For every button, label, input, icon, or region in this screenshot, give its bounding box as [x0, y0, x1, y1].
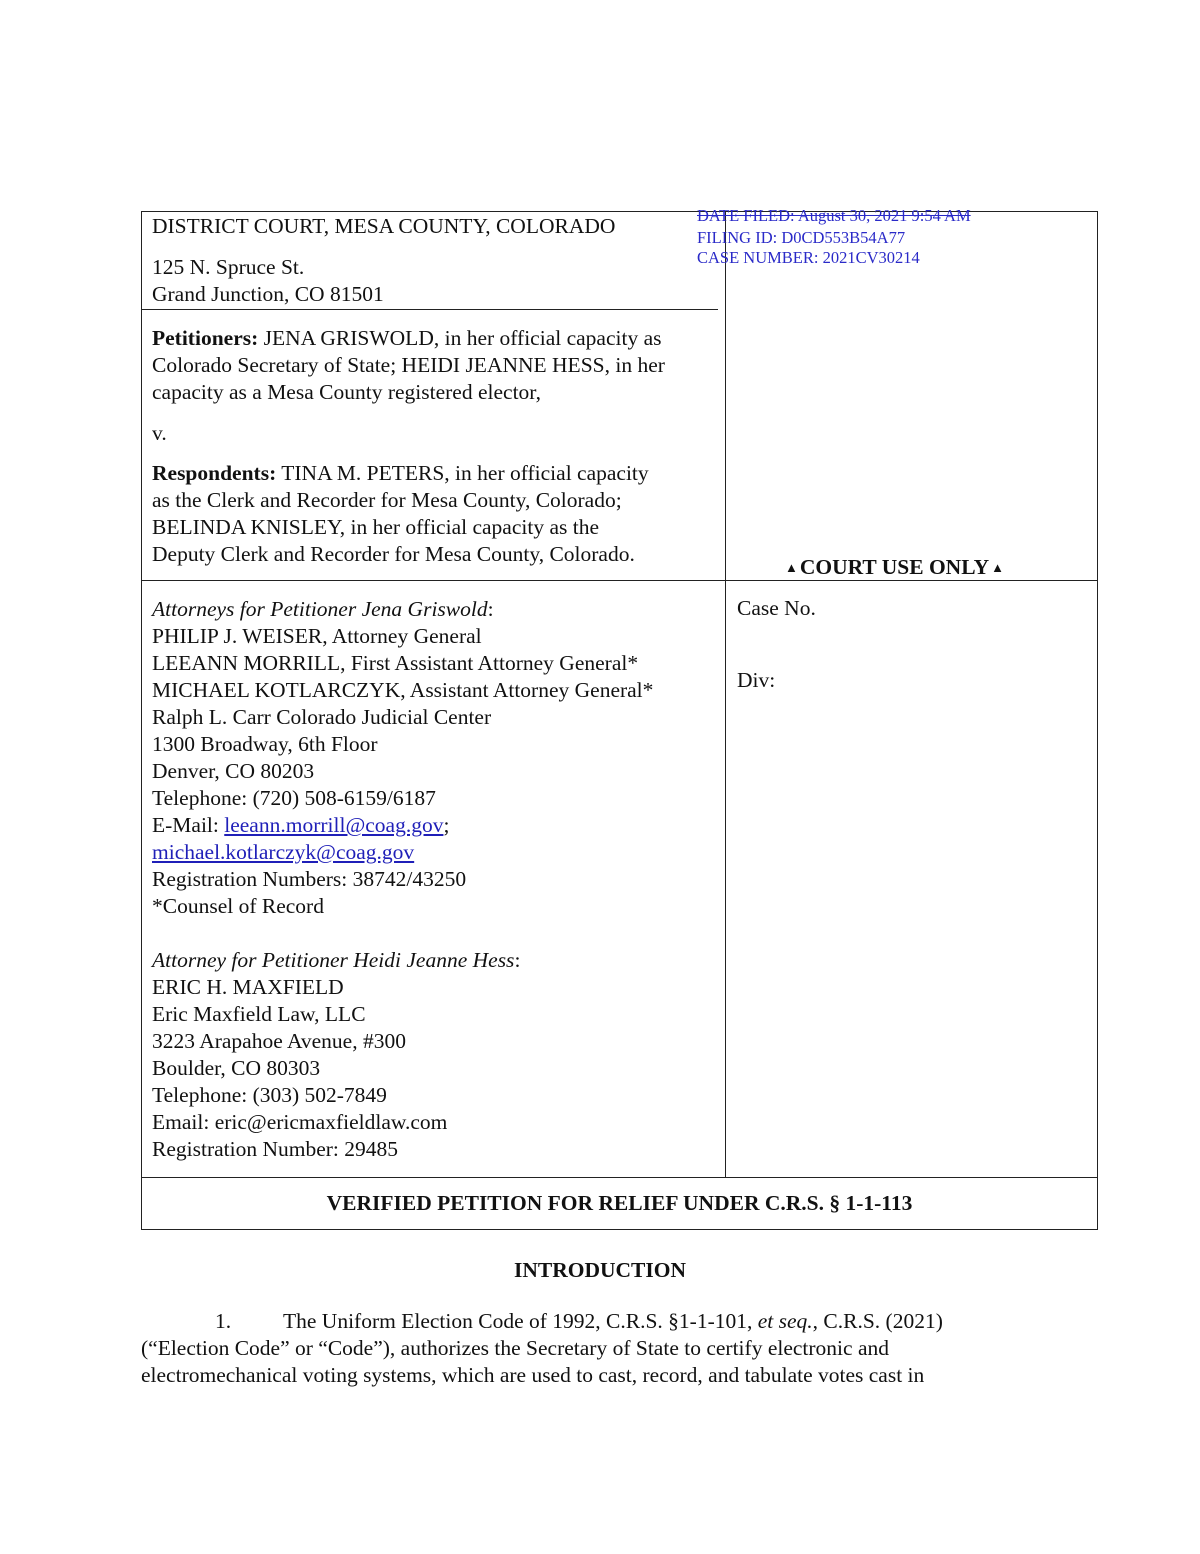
- hess-heading-text: Attorney for Petitioner Heidi Jeanne Hess: [152, 948, 515, 972]
- intro-line1-a: The Uniform Election Code of 1992, C.R.S. §1-1-101,: [283, 1309, 758, 1333]
- griswold-telephone: Telephone: (720) 508-6159/6187: [152, 786, 436, 810]
- email-separator: ;: [443, 813, 450, 837]
- griswold-line6: Denver, CO 80203: [152, 759, 315, 783]
- griswold-counsel-note: *Counsel of Record: [152, 894, 324, 918]
- hess-telephone: Telephone: (303) 502-7849: [152, 1083, 387, 1107]
- griswold-line4: Ralph L. Carr Colorado Judicial Center: [152, 705, 492, 729]
- table-center-divider: [725, 211, 726, 1178]
- introduction-heading: INTRODUCTION: [513, 1258, 687, 1282]
- griswold-email-line: [152, 812, 449, 839]
- intro-line1: [283, 1308, 943, 1335]
- respondents-line2: as the Clerk and Recorder for Mesa County, Colorado;: [152, 488, 622, 512]
- attorney-row-divider: [141, 1177, 1098, 1178]
- intro-line2: (“Election Code” or “Code”), authorizes the Secretary of State to certify electronic and: [141, 1336, 889, 1360]
- court-use-only-label: [785, 554, 1004, 581]
- petitioners-line2: Colorado Secretary of State; HEIDI JEANNE HESS, in her: [152, 353, 665, 377]
- respondents-label: Respondents:: [152, 461, 277, 485]
- hess-line2: Eric Maxfield Law, LLC: [152, 1002, 366, 1026]
- document-title: VERIFIED PETITION FOR RELIEF UNDER C.R.S. § 1-1-113: [326, 1191, 913, 1215]
- respondents-line1: [152, 460, 649, 487]
- griswold-heading-text: Attorneys for Petitioner Jena Griswold: [152, 597, 488, 621]
- hess-line3: 3223 Arapahoe Avenue, #300: [152, 1029, 406, 1053]
- table-left-border: [141, 211, 142, 1230]
- up-arrow-icon: ▲: [785, 560, 798, 575]
- court-address-line2: Grand Junction, CO 81501: [152, 282, 384, 306]
- hess-heading-colon: :: [514, 948, 521, 972]
- case-no-label: Case No.: [737, 596, 816, 620]
- griswold-line3: MICHAEL KOTLARCZYK, Assistant Attorney General*: [152, 678, 654, 702]
- petitioners-line3: capacity as a Mesa County registered elector,: [152, 380, 541, 404]
- respondents-line4: Deputy Clerk and Recorder for Mesa County, Colorado.: [152, 542, 635, 566]
- hess-line1: ERIC H. MAXFIELD: [152, 975, 344, 999]
- griswold-line1: PHILIP J. WEISER, Attorney General: [152, 624, 482, 648]
- email-link-kotlarczyk[interactable]: michael.kotlarczyk@coag.gov: [152, 840, 415, 864]
- table-bottom-border: [141, 1229, 1098, 1230]
- hess-line4: Boulder, CO 80303: [152, 1056, 321, 1080]
- petitioners-line1: [152, 325, 662, 352]
- email-link-morrill[interactable]: leeann.morrill@coag.gov: [224, 813, 444, 837]
- email-label: E-Mail:: [152, 813, 225, 837]
- stamp-date-filed: DATE FILED: August 30, 2021 9:54 AM: [697, 206, 971, 225]
- stamp-filing-id: FILING ID: D0CD553B54A77: [697, 228, 906, 247]
- court-use-text: COURT USE ONLY: [799, 555, 990, 579]
- respondents-text1: TINA M. PETERS, in her official capacity: [281, 461, 649, 485]
- hess-registration: Registration Number: 29485: [152, 1137, 399, 1161]
- stamp-case-number: CASE NUMBER: 2021CV30214: [697, 248, 920, 267]
- griswold-email-line2: [152, 839, 414, 866]
- intro-line1-italic: et seq.: [757, 1309, 813, 1333]
- respondents-line3: BELINDA KNISLEY, in her official capacity as the: [152, 515, 600, 539]
- versus: v.: [152, 421, 167, 445]
- griswold-heading-colon: :: [487, 597, 494, 621]
- caption-divider: [141, 309, 718, 310]
- petitioners-label: Petitioners:: [152, 326, 259, 350]
- court-name: DISTRICT COURT, MESA COUNTY, COLORADO: [152, 214, 616, 238]
- div-label: Div:: [737, 668, 776, 692]
- griswold-line2: LEEANN MORRILL, First Assistant Attorney General*: [152, 651, 639, 675]
- petitioners-text1: JENA GRISWOLD, in her official capacity as: [263, 326, 662, 350]
- court-address-line1: 125 N. Spruce St.: [152, 255, 305, 279]
- paragraph-number: 1.: [215, 1309, 232, 1333]
- intro-line3: electromechanical voting systems, which are used to cast, record, and tabulate votes cast in: [141, 1363, 925, 1387]
- table-right-border: [1097, 211, 1098, 1230]
- intro-line1-b: , C.R.S. (2021): [812, 1309, 943, 1333]
- griswold-line5: 1300 Broadway, 6th Floor: [152, 732, 378, 756]
- hess-email: Email: eric@ericmaxfieldlaw.com: [152, 1110, 448, 1134]
- griswold-registration: Registration Numbers: 38742/43250: [152, 867, 467, 891]
- up-arrow-icon: ▲: [991, 560, 1004, 575]
- griswold-attorneys-heading: [152, 596, 494, 623]
- hess-attorney-heading: [152, 947, 520, 974]
